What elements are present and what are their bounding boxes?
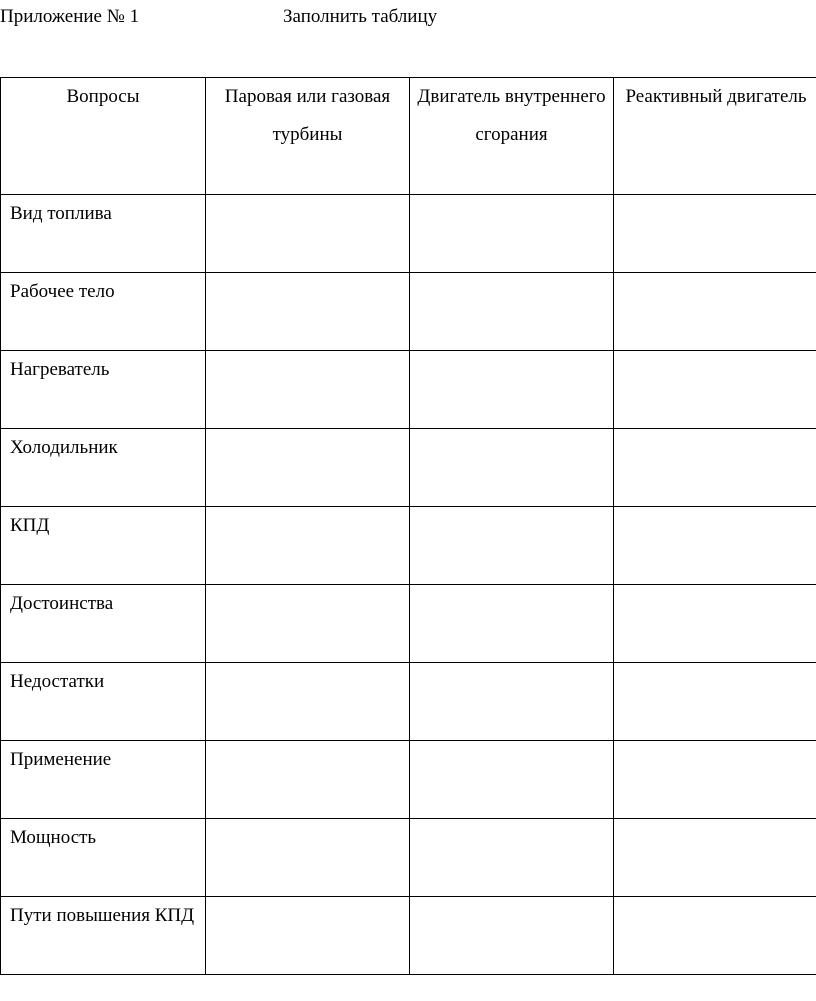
answer-cell[interactable] bbox=[410, 507, 614, 585]
row-label-cell bbox=[1, 819, 206, 897]
column-header-turbine: Паровая или газовая турбины bbox=[206, 78, 410, 195]
column-header-questions: Вопросы bbox=[1, 78, 206, 195]
row-label-cell bbox=[1, 897, 206, 975]
table-row bbox=[1, 897, 816, 975]
answer-cell[interactable] bbox=[614, 585, 816, 663]
answer-cell[interactable] bbox=[614, 897, 816, 975]
row-label: Рабочее тело bbox=[10, 281, 115, 302]
answer-cell[interactable] bbox=[410, 897, 614, 975]
row-label-cell bbox=[1, 741, 206, 819]
table-row bbox=[1, 741, 816, 819]
answer-cell[interactable] bbox=[614, 429, 816, 507]
row-label: Вид топлива bbox=[10, 203, 112, 224]
row-label: Недостатки bbox=[10, 671, 105, 692]
table-row bbox=[1, 663, 816, 741]
row-label-cell bbox=[1, 195, 206, 273]
answer-cell[interactable] bbox=[410, 663, 614, 741]
answer-cell[interactable] bbox=[614, 663, 816, 741]
table-row bbox=[1, 429, 816, 507]
answer-cell[interactable] bbox=[206, 273, 410, 351]
row-label: Пути повышения КПД bbox=[10, 905, 195, 926]
row-label-cell bbox=[1, 663, 206, 741]
row-label-cell bbox=[1, 507, 206, 585]
answer-cell[interactable] bbox=[206, 741, 410, 819]
answer-cell[interactable] bbox=[614, 819, 816, 897]
table-row bbox=[1, 273, 816, 351]
answer-cell[interactable] bbox=[410, 429, 614, 507]
answer-cell[interactable] bbox=[614, 195, 816, 273]
answer-cell[interactable] bbox=[410, 195, 614, 273]
answer-cell[interactable] bbox=[206, 507, 410, 585]
answer-cell[interactable] bbox=[410, 819, 614, 897]
answer-cell[interactable] bbox=[614, 273, 816, 351]
row-label: Холодильник bbox=[10, 437, 118, 458]
row-label: Достоинства bbox=[10, 593, 114, 614]
column-header-jet: Реактивный двигатель bbox=[614, 78, 816, 195]
table-header-row bbox=[1, 78, 816, 195]
page-header bbox=[0, 2, 816, 32]
answer-cell[interactable] bbox=[206, 585, 410, 663]
row-label: Применение bbox=[10, 749, 112, 770]
table-row bbox=[1, 819, 816, 897]
column-header-ice: Двигатель внутреннего сгорания bbox=[410, 78, 614, 195]
comparison-table bbox=[0, 77, 816, 975]
answer-cell[interactable] bbox=[206, 351, 410, 429]
answer-cell[interactable] bbox=[206, 429, 410, 507]
row-label-cell bbox=[1, 429, 206, 507]
answer-cell[interactable] bbox=[410, 741, 614, 819]
row-label: КПД bbox=[10, 515, 50, 536]
row-label: Мощность bbox=[10, 827, 97, 848]
answer-cell[interactable] bbox=[614, 741, 816, 819]
table-row bbox=[1, 195, 816, 273]
appendix-label: Приложение № 1 bbox=[0, 6, 140, 27]
table-row bbox=[1, 507, 816, 585]
instruction-label: Заполнить таблицу bbox=[283, 6, 438, 27]
answer-cell[interactable] bbox=[410, 273, 614, 351]
row-label-cell bbox=[1, 273, 206, 351]
row-label-cell bbox=[1, 585, 206, 663]
answer-cell[interactable] bbox=[206, 663, 410, 741]
answer-cell[interactable] bbox=[206, 897, 410, 975]
answer-cell[interactable] bbox=[206, 195, 410, 273]
answer-cell[interactable] bbox=[410, 585, 614, 663]
table-row bbox=[1, 351, 816, 429]
answer-cell[interactable] bbox=[614, 507, 816, 585]
answer-cell[interactable] bbox=[410, 351, 614, 429]
answer-cell[interactable] bbox=[614, 351, 816, 429]
table-row bbox=[1, 585, 816, 663]
row-label-cell bbox=[1, 351, 206, 429]
row-label: Нагреватель bbox=[10, 359, 110, 380]
answer-cell[interactable] bbox=[206, 819, 410, 897]
